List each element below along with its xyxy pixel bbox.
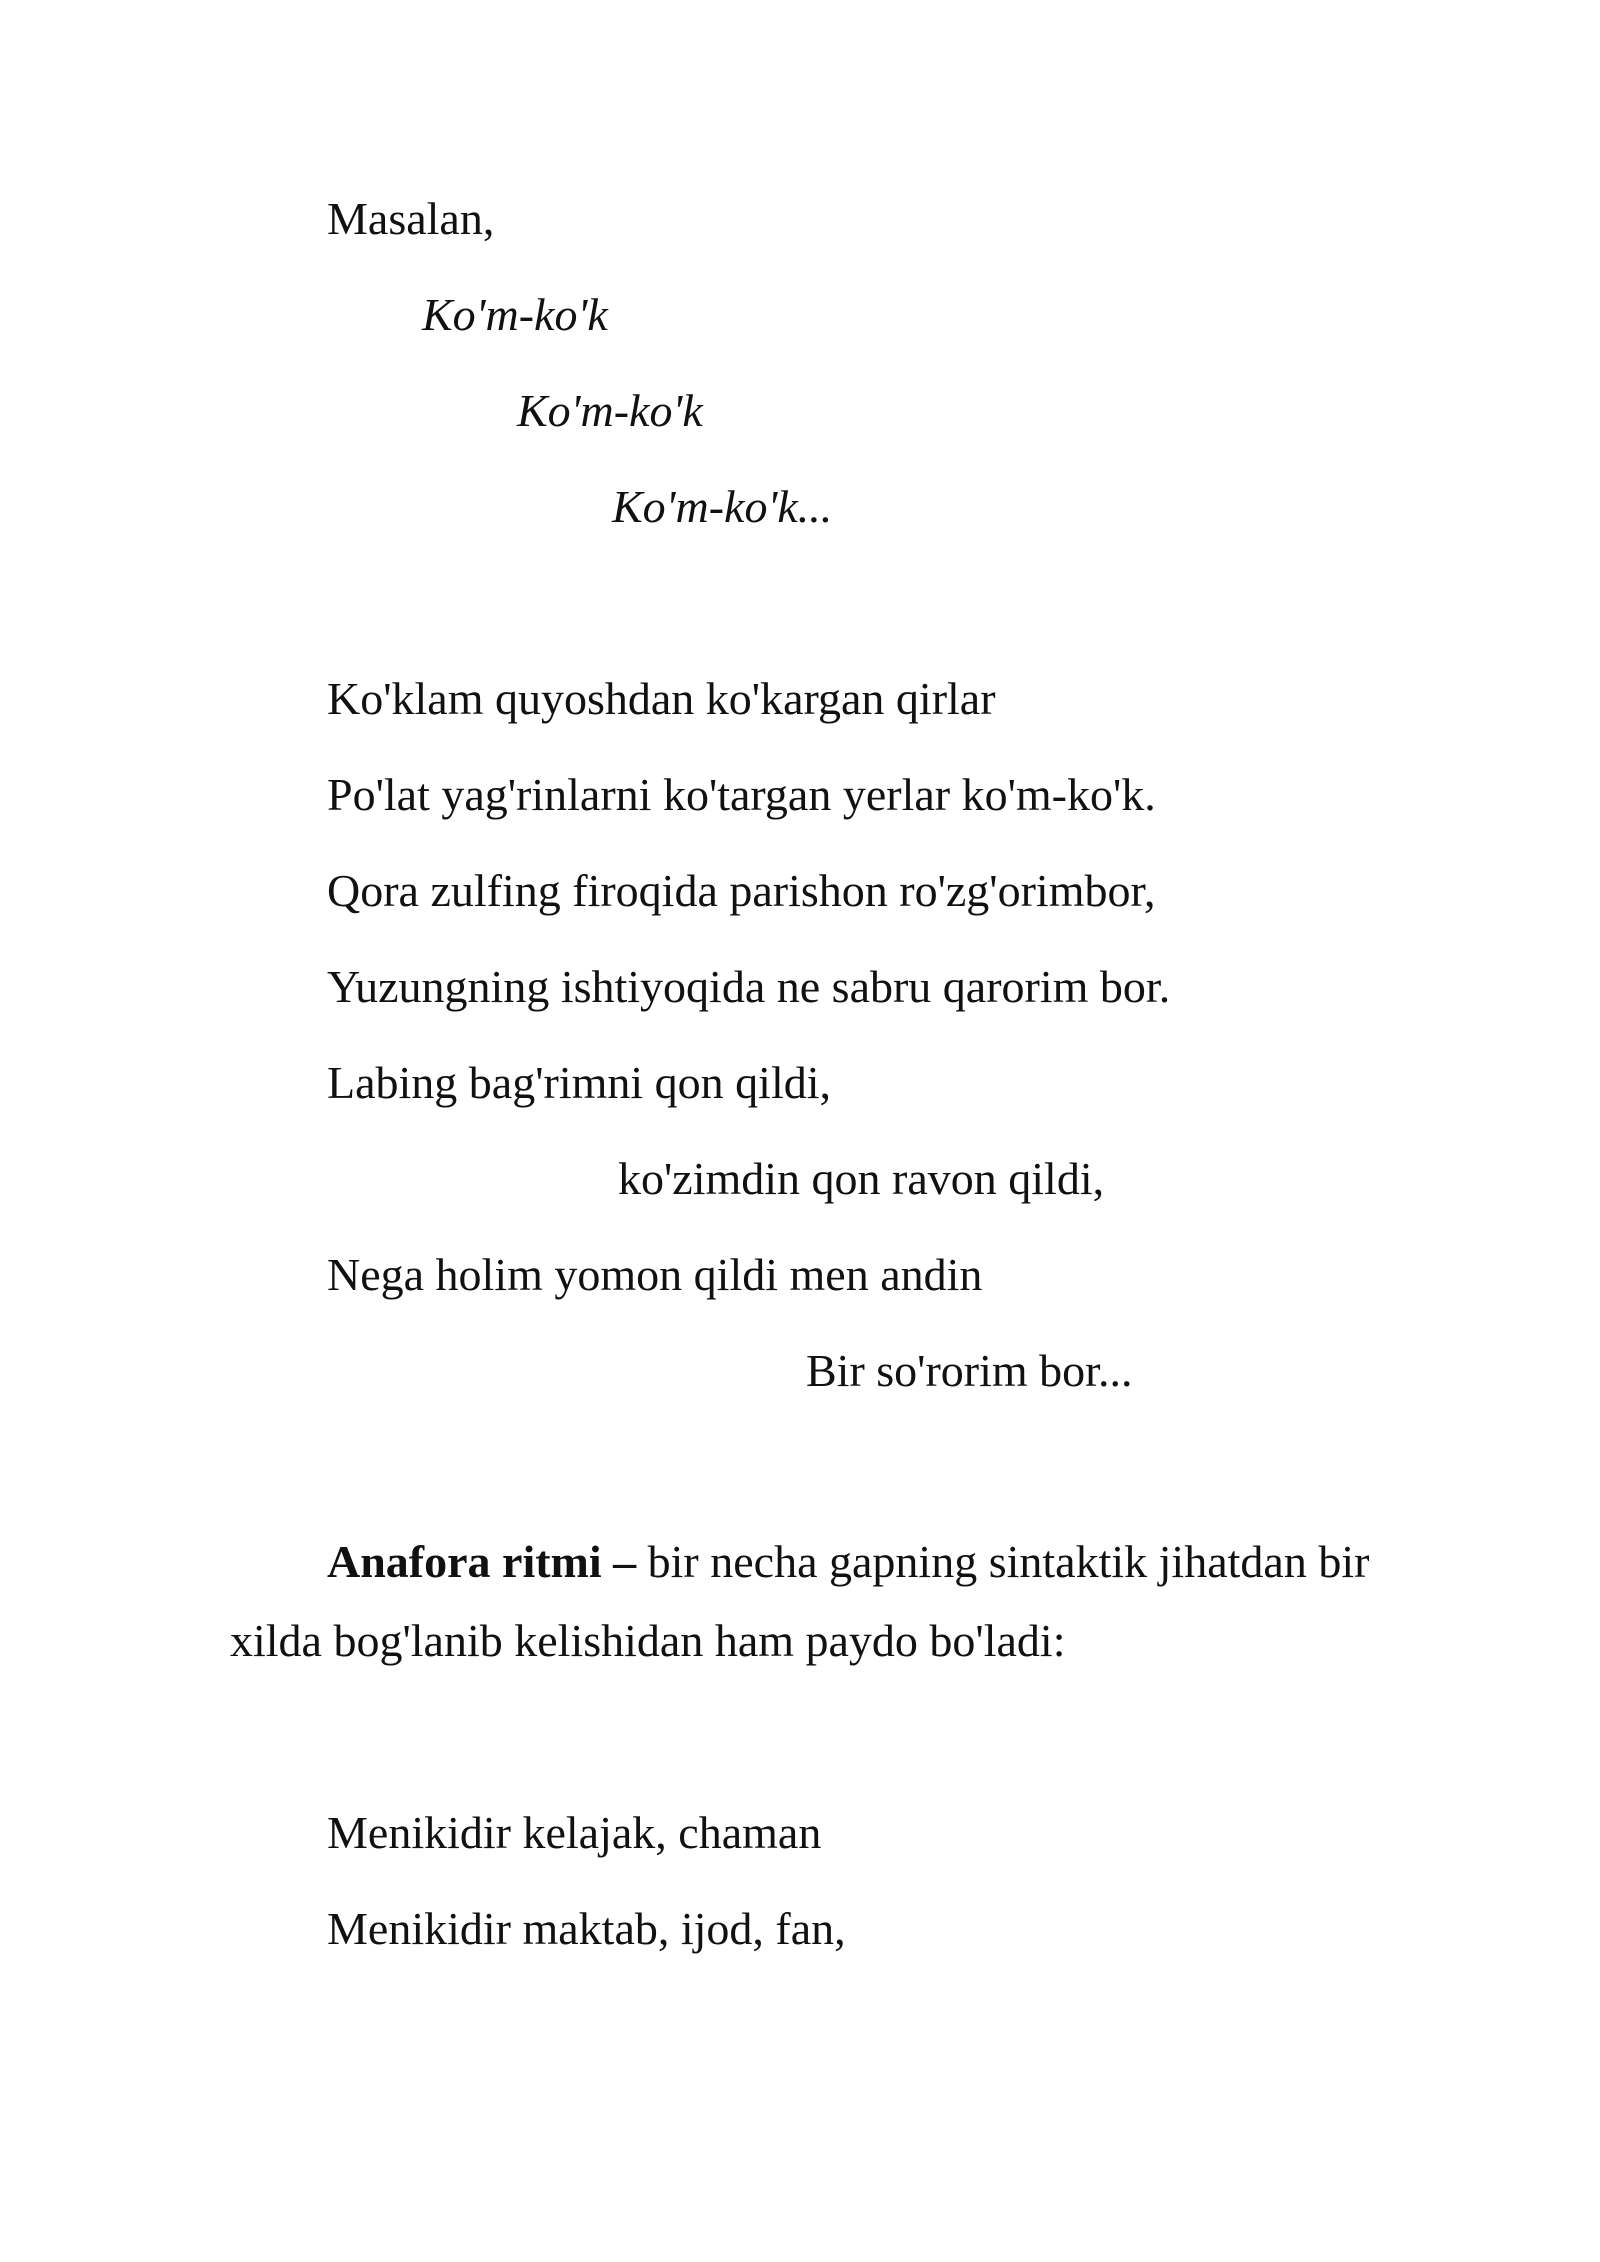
definition-line-2: xilda bog'lanib kelishidan ham paydo bo'ladi:	[230, 1615, 1066, 1666]
example-line-2: Ko'm-ko'k	[517, 385, 703, 436]
poem1-line-6: ko'zimdin qon ravon qildi,	[618, 1153, 1105, 1204]
intro-text: Masalan,	[327, 193, 495, 244]
poem2-line-2: Menikidir maktab, ijod, fan,	[327, 1903, 846, 1954]
poem1-line-8: Bir so'rorim bor...	[806, 1345, 1133, 1396]
poem1-line-4: Yuzungning ishtiyoqida ne sabru qarorim bor.	[327, 961, 1171, 1012]
definition-term: Anafora ritmi –	[327, 1536, 637, 1587]
poem1-line-7: Nega holim yomon qildi men andin	[327, 1249, 983, 1300]
example-line-1: Ko'm-ko'k	[422, 289, 608, 340]
poem1-line-1: Ko'klam quyoshdan ko'kargan qirlar	[327, 673, 996, 724]
poem2-line-1: Menikidir kelajak, chaman	[327, 1807, 822, 1858]
definition-text-1: bir necha gapning sintaktik jihatdan bir	[636, 1536, 1370, 1587]
example-line-3: Ko'm-ko'k...	[612, 481, 833, 532]
poem1-line-5: Labing bag'rimni qon qildi,	[327, 1057, 832, 1108]
poem1-line-3: Qora zulfing firoqida parishon ro'zg'orimbor,	[327, 865, 1156, 916]
poem1-line-2: Po'lat yag'rinlarni ko'targan yerlar ko'm-ko'k.	[327, 769, 1156, 820]
definition-line-1	[327, 1535, 1369, 1589]
